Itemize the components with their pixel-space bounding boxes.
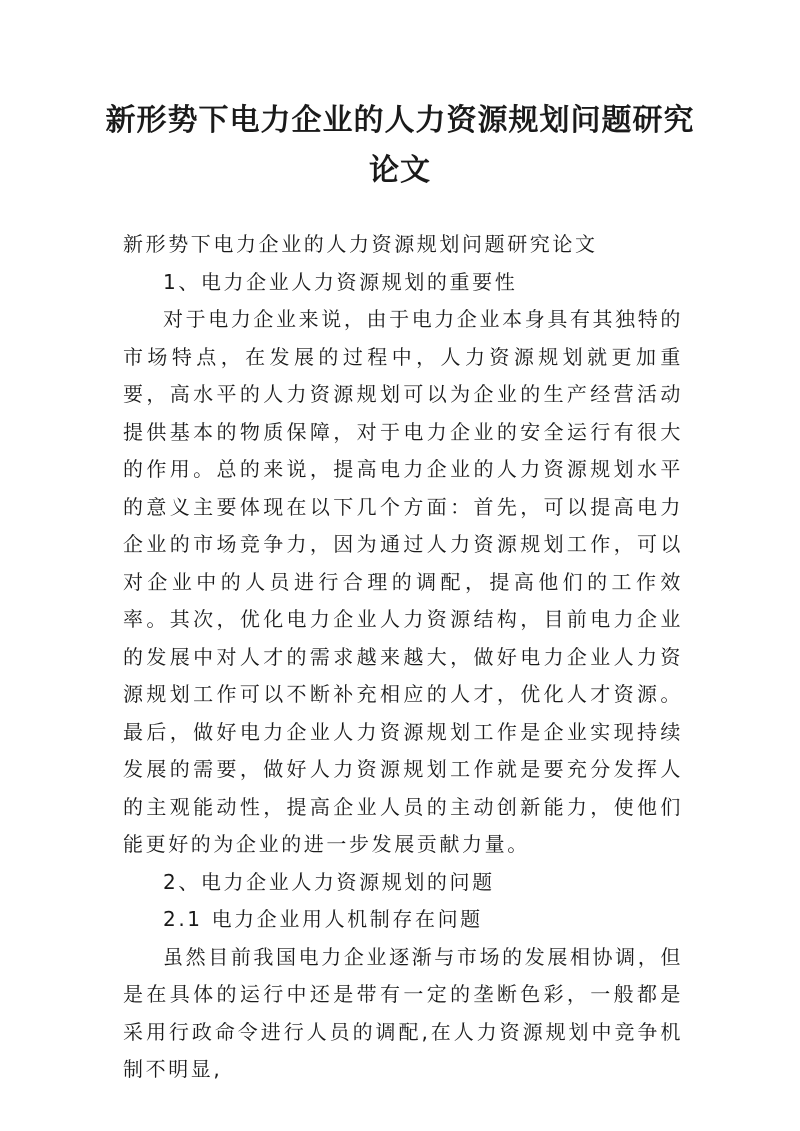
section-heading-2: 2、电力企业人力资源规划的问题 (163, 869, 495, 894)
subsection-heading-2-1: 2.1 电力企业用人机制存在问题 (163, 907, 483, 931)
document-title: 新形势下电力企业的人力资源规划问题研究论文 (105, 103, 695, 188)
section-heading-1: 1、电力企业人力资源规划的重要性 (163, 269, 518, 294)
body-paragraph-subtitle: 新形势下电力企业的人力资源规划问题研究论文 (123, 232, 598, 256)
body-paragraph-mechanism: 虽然目前我国电力企业逐渐与市场的发展相协调，但是在具体的运行中还是带有一定的垄断色彩，一般都是采用行政命令进行人员的调配,在人力资源规划中竞争机制不明显, (123, 944, 683, 1081)
body-paragraph-importance: 对于电力企业来说，由于电力企业本身具有其独特的市场特点，在发展的过程中，人力资源规划就更加重要，高水平的人力资源规划可以为企业的生产经营活动提供基本的物质保障，对于电力企业的安全运行有很大的作用。总的来说，提高电力企业的人力资源规划水平的意义主要体现在以下几个方面：首先，可以提高电力企业的市场竞争力，因为通过人力资源规划工作，可以对企业中的人员进行合理的调配，提高他们的工作效率。其次，优化电力企业人力资源结构，目前电力企业的发展中对人才的需求越来越大，做好电力企业人力资源规划工作可以不断补充相应的人才，优化人才资源。最后，做好电力企业人力资源规划工作是企业实现持续发展的需要，做好人力资源规划工作就是要充分发挥人的主观能动性，提高企业人员的主动创新能力，使他们能更好的为企业的进一步发展贡献力量。 (123, 307, 683, 856)
document-body (123, 226, 683, 1089)
